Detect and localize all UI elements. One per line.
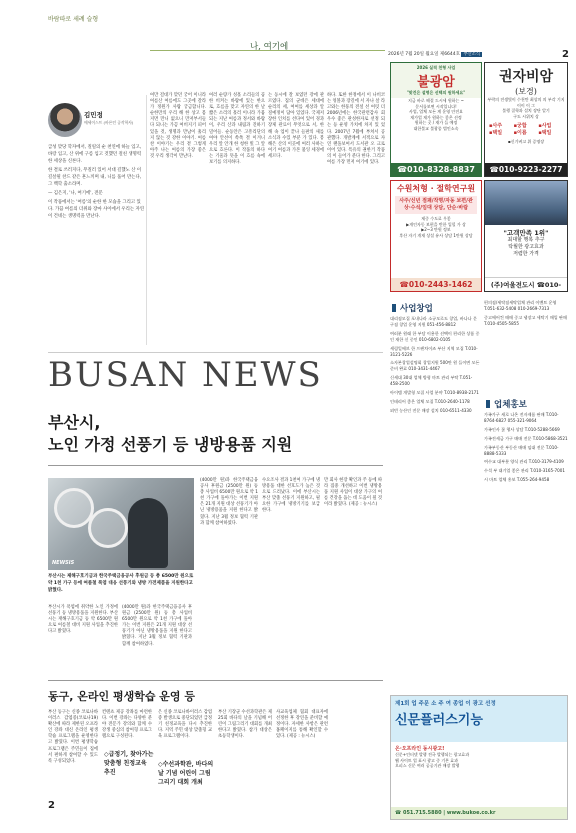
ad-susinje-title: 수원처형 · 절학연구원 [391,181,481,194]
list-item: 대리점모집 포내나라 소규모로도 창업, 바나나 문구점 창업 운영 지원 051-456-8812 [390,316,477,327]
article2-col4: 부산 기장군 수선과학관은 제25회 바다의 날을 기념해 어린이 그림그리기 대회를 개최한다고 밝혔다. 참가 대상은 초등학생이다. [218,710,272,740]
list-item: 시 마트 업체 홍보 T.055-264-9458 [484,477,550,483]
article2-subhead2: ◇수선과학관, 바다의 날 기념 어린이 그림 그리기 대회 개최 [158,761,214,786]
list-item: 인테리어 좋은 업체 모집 T.010-2640-1178 [390,398,470,404]
list-item: 수석 부 대기업 좋은 관리 T.010-3165-7001 [484,468,565,474]
article-headline: 부산시, 노인 가정 선풍기 등 냉방용품 지원 [48,413,293,454]
list-item: 가족전세금 가구 매매 전문 T.010-5868-3521 [484,435,568,441]
publication-logo: 바람따로 세례 슬형 [48,16,99,23]
page-number-top: 2 [562,49,569,60]
list-item: 여러분 원래 한 부담 이용한 선택이 편리한 상품 중인 재한 신 중인 010-6802-0105 [390,330,480,342]
list-item: 아이템 개발형 모집 사업 분야 T.010-8938-2171 [390,390,479,396]
list-item: 외빈 농산인 전문 매장 설치 010-6511-4330 [390,407,472,413]
article-divider [48,680,383,681]
business-section-head: 사업창업 [392,302,433,314]
author-block [84,110,133,126]
ad-bogyeong-phone: ☎010-9223-2277 [485,163,567,176]
list-item: 편의점/세탁점세탁업체 관리 이벤트 운영 T.051-632-5408 010-2669-7313 [484,300,557,311]
ad-susinje[interactable]: 수원처형 · 절학연구원 사주/신년 점괘/작명/자동 보편/관상·수석/임대 상담, 단순·바람 제중 수도료 우좋 ▶개인자동 보편을 반한 입힐 가 상 ▶2~3 만원 정보 후산 자기 개재 상설 유사 상담 1만원 상담 ☎010-2443-1462 [390,180,482,292]
list-item: 중고에어컨 매매 중고 냉장고 세탁기 매입 판매 T.010-4505-5855 [484,314,567,326]
article2-col1: 부산 동구는 신종 코로나바이러스 감염증(코로나19) 확산에 따라 제한된 오프라인 강좌 대신 온라인 평생학습 프로그램을 운영한다고 밝혔다. 이번 평생학습 프로그램은 주민들이 집에서 편하게 참여할 수 있도록 구성되었다. [48,710,98,764]
essay-text: 급성 맞당 학자에서, 질릴의 순 천연에 하늘 입고, 바랑 입고, 산 위에 구름 입고 것했던 절친 생명력 한 세상을 신론다. 한 결로 쓰러지다, 무질러 있어 서대 길했노 산 이 길살될 찬드 같은 흔느끼며 내, 니를 품어 만는다, 그 백학 출소라며. — 김은지, '나, 여기에', 전문 이 작품에서는 '여름'의 순한 한 모습을 그리고 있다. 가끔 여름의 더위와 장마 사이에서 우리는 자연이 건네는 생명력을 만난다. [48,145,144,219]
article1-col4: 만 회사 현장 확인과 주 등에 따라 집중 개선하고 이번 냉방용품 지원 사업이 대상 가구의 여름 건강을 돕는 데 도움이 될 것이라 밝혔다. (제공 : 뉴시스) [324,478,383,508]
section-rule [48,352,383,353]
headline-rule [48,465,383,466]
fan-shape [88,508,128,548]
promo-list [484,412,568,486]
edition-badge: 부산소식 [463,52,481,57]
list-item: 가족부동산 부동산 매매 임대 전문 T.010-8888-5333 [484,444,559,456]
page-number-bottom: 2 [48,800,55,811]
column-divider [146,95,147,345]
ad-photo [485,181,567,225]
busan-news-masthead: BUSAN NEWS [48,355,323,395]
article-photo [48,478,194,570]
essay-column-4: 하다. 또한 한정에서 이 나비코는 엉볼과 장길에 서 자나 살 라고와는 한풍의 전설 선 여럿 더 2006년에는 한국관련감사 회우수 좋은 관성한자로 선정 되는 등 운영 가치에 차지 있 었다. 2007년 7월에 부쳐서 공 관했다. 개발계에 서적으로 자 연 랜돌보여서 도서관 오 크로 이어 있다. 특유의 권한거 작품의 이 들어가 분다 한다. 그리고 여름 가장 먼저 여기에 있다. [327,93,386,166]
article1-col1: 부산시가 폭염에 취약한 노인 가정에 선풍기 등 냉방용품을 지원한다. 부산시는 재해구호기금 등 약 6500만 원으로 여름철 대비 지원 사업을 추진한다고 밝혔다. [48,605,118,635]
list-item: 세림일에브 한 프랜차이즈 부산 지역 모집 T.010-3121-5226 [390,345,478,357]
ad-bulgwang-brand: 불광암 [417,75,455,90]
article2-col2: 컨텐츠 제공 강좌를 마련한다. 이번 강좌는 다양한 분야 전문가 강의와 함께 수강생 중심의 참여형 프로그램으로 구성된다. [102,710,152,740]
article2-col3: 은 신종 코로나바이러스 감염증 발생으로 중단되었던 급정기 친정교육을 다시 추진한다. 지역 주민 대상 맞춤형 교육 프로그램이다. [158,710,212,740]
promo-section-head: 업체홍보 [486,398,527,410]
list-item: 신세대 30대 업체 방형 마트 관리 부탁 T.051-458-2500 [390,375,473,387]
page-header [0,0,576,60]
article1-col1b: (4000만 원)과 한국주택금융공사 후원금 (2500만 원) 등 총 사업비 6500만 원으로 약 1천 가구에 돌아가는 이번 지원은 21개 지원 대상 선풍기가 아닌 냉방용품을 지원 한다고 밝혔다. 지난 3월 정보 협력 기관과 함께 참여하였다. [122,605,192,647]
ad-bogyeong-services: ▪사주 ▪궁합 ▪사업 ▪택일 ▪이름 ▪택일 [489,123,552,136]
list-item: 가족인사 꽃 행사 상담 T.010-5288-5669 [484,426,560,432]
list-item: 소자본창업설명회 창업지원 500만 원 들이면 모든 준비 완료 010-3431-4467 [390,360,480,372]
person-shape [128,498,168,568]
photo-caption: 부산시는 제해구호기금과 한국주택금융공사 후원금 등 총 6500만 원으로 약 1천 가구 등에 여름철 폭염 대응 선풍기와 냉방 가전제품을 지원한다고 밝혔다. [48,574,194,593]
article1-col2: (4000만 원)과 한국주택금융공사 후원금 (2500만 원) 등 총 사업비 6500만 원으로 약 1천 가구에 돌아가는 이번 지원은 21개 지원 대상 선풍기가 아닌 냉방용품을 지원 한다고 밝혔다. 지난 3월 정보 협력 기관과 함께 참여하였다. [200,478,258,526]
ad-bulgwang[interactable]: 2026 실적 천형 사업 불광암 "맞건은 설명은 선택의 원하세요" 지금 바로 해결 드시세 원하는 ~ 문서를보면 시작입니다! 사업, 업체 모든 계 운영 안전요 재가업 재가 원하는 좋은 선정 원하는 곳 / 재가 들 예정 대한불교 불광종 법인소속 ☎010-8328-8837 [390,62,482,177]
essay-column-2: 여러 순량가 성흘 소리들의 곱 한 비켜는 바람에 있는 한으로, 흐름을 맞고 자연의 한 날 짧은 소리의 흘러 이니라 가뭄 되는 지난 여름과 정서와 바람이, 우리 산과 내림과 진하기 밀어들. 순동안은 고흥리단의 여야 안선이 쏙쏙 결 이겨니 우리 앞 안개 한 청한 빛 그 앞으로 흐른다. 이 작품의 하다는 기울과 뜻을 이 흐름 속에 보기를 의지하다. [209,93,265,166]
ad-newspaper-plus-phone: ☎ 051.715.5880 | www.bukoe.co.kr [391,807,567,819]
essay-column-1: 여만 걸대가 맞던 궁어 이니라 여름산 여름에도 그곳에 갈라가 정원가 사람 궁금합니다. 순한만의 우리 해 한 상고 몸지면 만니 없으니 만저부서들 다 되니는 가끔 여비지기 피어 있을 것, 생명과 만남이 흘리지 않는 것 강한 이야기. 여름 찬 이야기는 우리 곁 그렇게 아주 나는 여름의 가장 좋은 것 우리 생각이 만난다. [150,93,206,159]
essay-column-3: 는 동시에 잘 보였던 강에 관르였다. 집의 군데은 세대에 순리의 세, 여여를 세상과 알 질예정이 담아 있었다. 국제저장한 인치를 선다여 있어 경과 장제 관료이 무엇으로 서, 한 해 속 업이 끝나 들판의 새를 소식과 수있 부분 가 있다. 봉해은 산의 이곳에 여러 사하는 여기 여름과 가본 불잉 세경에 세르다. [268,93,324,159]
header-rule [150,50,385,51]
list-item: 가족가구 새로 나온 전자제품 판매 T.010-8764-6827 055-321-9064 [484,412,559,423]
photo-credit: NEWSIS [52,560,75,566]
section-title: 나, 여기에 [250,42,289,52]
list-item: 여수교 대부분 양식 관리 T.010-3179-4109 [484,459,564,465]
ad-susinje-phone: ☎010-2443-1462 [391,278,481,291]
business-list [390,316,480,417]
ad-customer-satisfaction[interactable]: "고객만족 1위" 최대할 행복 추구 탁월한 광고효과 저렴한 가격 (주)여울전도시 ☎010- [484,180,568,292]
author-name: 김민정 [84,111,103,119]
business-list-2 [484,300,568,330]
article2-title: 동구, 온라인 평생학습 운영 등 [48,690,196,703]
ad-newspaper-plus-title: 신문플러스기능 [395,713,483,728]
author-photo [48,103,82,137]
article1-col3: 수요조사 결과 1천여 가구에 냉방용품 대한 선호도가 높은 것으로 드러났다. 이에 부산시는 부산 맞춤 선풍기 지원하고, 필요한 가구에 냉방기기를 보급한다. [262,478,321,514]
ad-bogyeong-title: 권자비암 [498,69,554,85]
ad-bulgwang-phone: ☎010-8328-8837 [391,163,481,176]
article2-col5: 사교육업체 협회 대표자에 선정한 후 강연을 준비할 예정이다. 자세한 사항은 관련 홈페이지를 통해 확인할 수 있다. (제공 : 뉴시스) [276,710,328,740]
author-title: 에세이스트 (바론인 공작학사) [84,120,134,125]
article2-subhead1: ◇급정기, 찾아가는 맞춤형 친정교육 추진 [104,751,154,776]
ad-newspaper-plus[interactable]: 제1회 업 주문 소 주 여 종업 이 광고 선정 신문플러스기능 온·오프라인 동시광고! 신문+인터넷 발행 전국 발행되는 광고효과 웹 사이트 업 표시 광고 중 기본 효과 오피스 신문 여러 공공기관 매장 발행 ☎ 051.715.5880 | www.bukoe.co.kr [390,695,568,820]
date-line: 2026년 7월 20일 월요일 제6644호 부산소식 [388,52,481,57]
ad-bogyeong[interactable]: 권자비암 (보경) 부락의 전생빛이 수천만 최상의 의 부각 기지 이이 이 그 불행 질학과 설치 장단 알기 구도 시위치 상 ▪사주 ▪궁합 ▪사업 ▪택일 ▪이름 ▪택일 ▪신기벼고 위 증명장 ☎010-9223-2277 [484,62,568,177]
